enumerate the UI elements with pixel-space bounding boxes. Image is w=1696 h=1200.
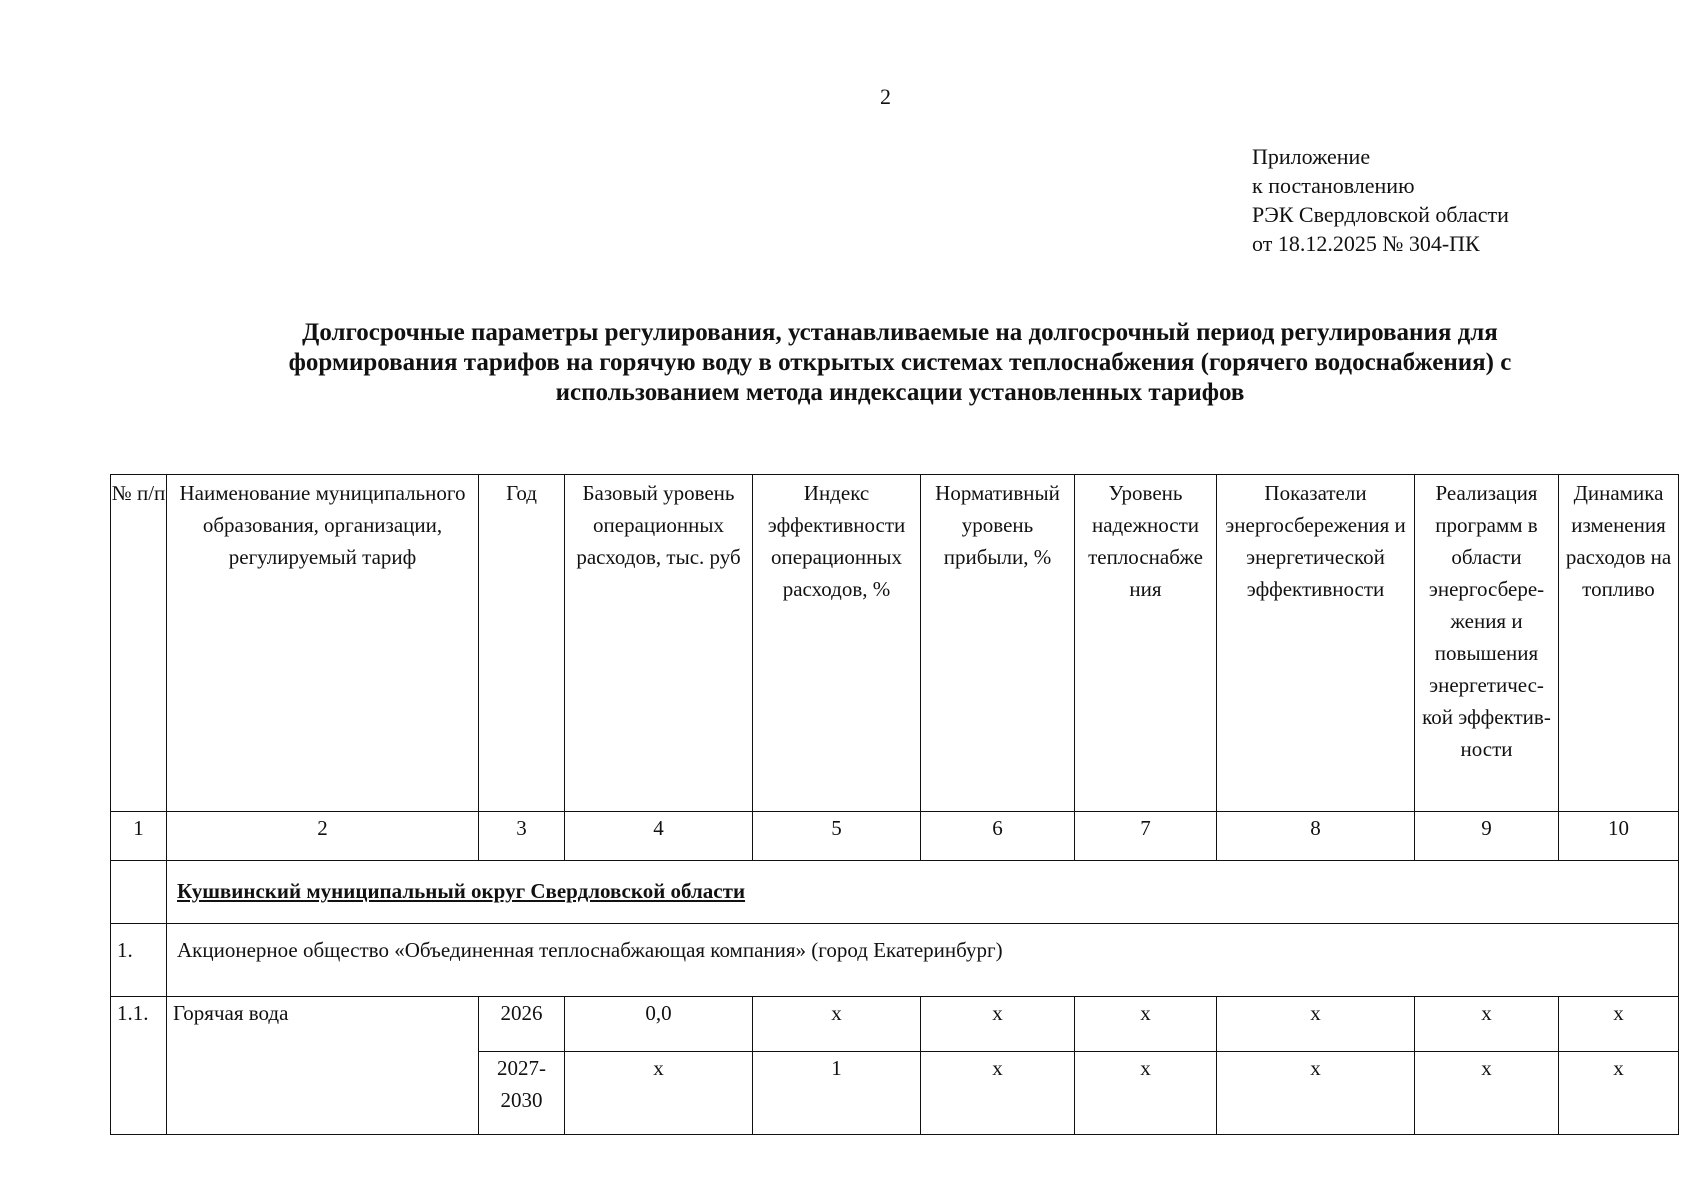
appendix-line: от 18.12.2025 № 304-ПК <box>1252 231 1480 256</box>
page-number: 2 <box>880 84 891 109</box>
organization-cell <box>167 924 1679 997</box>
value-cell: х <box>565 1052 753 1135</box>
header-cell: Нормативный уровень прибыли, % <box>921 475 1075 812</box>
value-cell: х <box>1217 997 1415 1052</box>
appendix-line: к постановлению <box>1252 173 1415 198</box>
value-cell: х <box>1075 1052 1217 1135</box>
column-number-row <box>111 812 1679 861</box>
value-cell: х <box>1559 997 1679 1052</box>
appendix-line: РЭК Свердловской области <box>1252 202 1509 227</box>
header-cell: Показатели энергосбережения и энергетической эффективности <box>1217 475 1415 812</box>
year-cell: 2027-2030 <box>479 1052 565 1135</box>
appendix-line: Приложение <box>1252 144 1371 169</box>
column-number: 4 <box>565 812 753 861</box>
value-cell: х <box>1415 997 1559 1052</box>
tariff-name: Горячая вода <box>167 997 479 1135</box>
title-line: формирования тарифов на горячую воду в открытых системах теплоснабжения (горячего водоснабжения) с <box>288 349 1512 376</box>
header-cell: Год <box>479 475 565 812</box>
header-cell: Базовый уровень операционных расходов, тыс. руб <box>565 475 753 812</box>
value-cell: х <box>921 1052 1075 1135</box>
title-line: использованием метода индексации установленных тарифов <box>555 379 1245 406</box>
value-cell: х <box>1415 1052 1559 1135</box>
column-number: 1 <box>111 812 167 861</box>
header-cell: № п/п <box>111 475 167 812</box>
column-number: 8 <box>1217 812 1415 861</box>
title-line: Долгосрочные параметры регулирования, устанавливаемые на долгосрочный период регулирования для <box>302 319 1498 346</box>
column-number: 10 <box>1559 812 1679 861</box>
value-cell: 0,0 <box>565 997 753 1052</box>
section-index-cell <box>111 861 167 924</box>
value-cell: х <box>1559 1052 1679 1135</box>
table-row <box>111 997 1679 1052</box>
column-number: 2 <box>167 812 479 861</box>
section-title: Кушвинский муниципальный округ Свердловской области <box>177 879 746 903</box>
header-cell: Уровень надежности теплоснабже ния <box>1075 475 1217 812</box>
section-cell <box>167 861 1679 924</box>
value-cell: 1 <box>753 1052 921 1135</box>
organization-index: 1. <box>111 924 167 997</box>
value-cell: х <box>1075 997 1217 1052</box>
section-row <box>111 861 1679 924</box>
column-number: 9 <box>1415 812 1559 861</box>
organization-row <box>111 924 1679 997</box>
header-row <box>111 475 1679 812</box>
parameters-table <box>110 474 1679 1135</box>
header-cell: Динамика изменения расходов на топливо <box>1559 475 1679 812</box>
tariff-index: 1.1. <box>111 997 167 1135</box>
organization-name: Акционерное общество «Объединенная теплоснабжающая компания» (город Екатеринбург) <box>177 938 1003 962</box>
appendix-block <box>1252 142 1509 258</box>
document-title <box>120 318 1680 408</box>
value-cell: х <box>753 997 921 1052</box>
value-cell: х <box>921 997 1075 1052</box>
header-cell: Наименование муниципального образования, организации, регулируемый тариф <box>167 475 479 812</box>
year-cell: 2026 <box>479 997 565 1052</box>
column-number: 5 <box>753 812 921 861</box>
header-cell: Реализация программ в области энергосбере-жения и повышения энергетичес-кой эффектив-ности <box>1415 475 1559 812</box>
column-number: 7 <box>1075 812 1217 861</box>
header-cell: Индекс эффективности операционных расходов, % <box>753 475 921 812</box>
value-cell: х <box>1217 1052 1415 1135</box>
column-number: 6 <box>921 812 1075 861</box>
column-number: 3 <box>479 812 565 861</box>
